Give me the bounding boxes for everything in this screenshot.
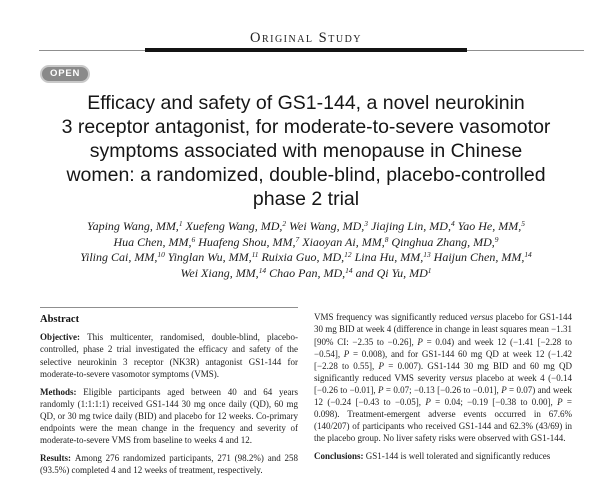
- author-byline: [40, 219, 572, 281]
- running-head-section-label: Original Study: [249, 30, 363, 46]
- author-line: Yaping Wang, MM,$^1$ Xuefeng Wang, MD,$^2$ Wei Wang, MD,$^3$ Jiajing Lin, MD,$^4$ Yao He, MM,$^5$: [87, 218, 525, 233]
- article-title-line: 3 receptor antagonist, for moderate-to-severe vasomotor: [61, 116, 551, 138]
- author-line: Hua Chen, MM,$^6$ Huafeng Shou, MM,$^7$ Xiaoyan Ai, MM,$^8$ Qinghua Zhang, MD,$^9$: [113, 234, 499, 249]
- open-access-badge: OPEN: [40, 65, 90, 83]
- article-title-line: symptoms associated with menopause in Chinese: [89, 140, 523, 162]
- article-title: [40, 91, 572, 211]
- article-title-line: Efficacy and safety of GS1-144, a novel neurokinin: [87, 92, 525, 114]
- article-title-line: women: a randomized, double-blind, placebo-controlled: [66, 164, 546, 186]
- abstract-heading: Abstract: [40, 314, 80, 326]
- abstract-conclusions-paragraph: Conclusions: GS1-144 is well tolerated and significantly reduces: [314, 451, 551, 462]
- article-title-line: phase 2 trial: [252, 188, 360, 210]
- abstract-right-column: [314, 307, 572, 479]
- abstract-two-column-block: [40, 307, 572, 479]
- author-line: Wei Xiang, MM,$^{14}$ Chao Pan, MD,$^{14}$ and Qi Yu, $MD^1$: [180, 265, 432, 280]
- abstract-left-column: [40, 307, 298, 479]
- abstract-top-rule: [40, 307, 298, 308]
- author-line: Yiling Cai, MM,$^{10}$ Yinglan Wu, MM,$^{11}$ Ruixia Guo, MD,$^{12}$ Lina Hu, MM,$^{13}$ Haijun Chen, MM,$^{14}$: [80, 250, 532, 265]
- abstract-methods-paragraph: Methods: Eligible participants aged between 40 and 64 years randomly (1:1:1:1) received GS1-144 30 mg once daily (QD), 60 mg QD, or 30 mg twice daily (BID) and placebo for 12 weeks. Co-primary endpoints were the mean change in the frequency and severity of moderate-to-severe VMS from baseline to weeks 4 and 12.: [40, 386, 299, 446]
- abstract-objective-paragraph: Objective: This multicenter, randomised, double-blind, placebo-controlled, phase 2 trial investigated the efficacy and safety of the selective neurokinin 3 receptor (NK3R) antagonist GS1-144 for moderate-to-severe vasomotor symptoms (VMS).: [40, 332, 299, 379]
- header-rule-thick-bar: [145, 48, 467, 52]
- header-rule: [40, 48, 572, 54]
- abstract-results-paragraph: Results: Among 276 randomized participants, 271 (98.2%) and 258 (93.5%) completed 4 and 12 weeks of treatment, respectively.: [40, 453, 299, 476]
- abstract-results-continuation-paragraph: VMS frequency was significantly reduced versus placebo for GS1-144 30 mg BID at week 4 (difference in change in least squares mean −1.31 [90% CI: −2.35 to −0.26], P = 0.04) and week 12 (−1.41 [−2.28 to −0.54], P = 0.008), and for GS1-144 60 mg QD at week 12 (−1.42 [−2.28 to 0.55], P = 0.007). GS1-144 30 mg BID and 60 mg QD significantly reduced VMS severity versus placebo at week 4 (−0.14 [−0.26 to −0.01], P = 0.07; −0.13 [−0.26 to −0.01], P = 0.07) and week 12 (−0.24 [−0.43 to −0.05], P = 0.04; −0.19 [−0.38 to 0.00], P = 0.098). Treatment-emergent adverse events occurred in 67.6% (140/207) of participants who received GS1-144 and 62.3% (43/69) in the placebo group. No liver safety risks were observed with GS1-144.: [314, 312, 573, 444]
